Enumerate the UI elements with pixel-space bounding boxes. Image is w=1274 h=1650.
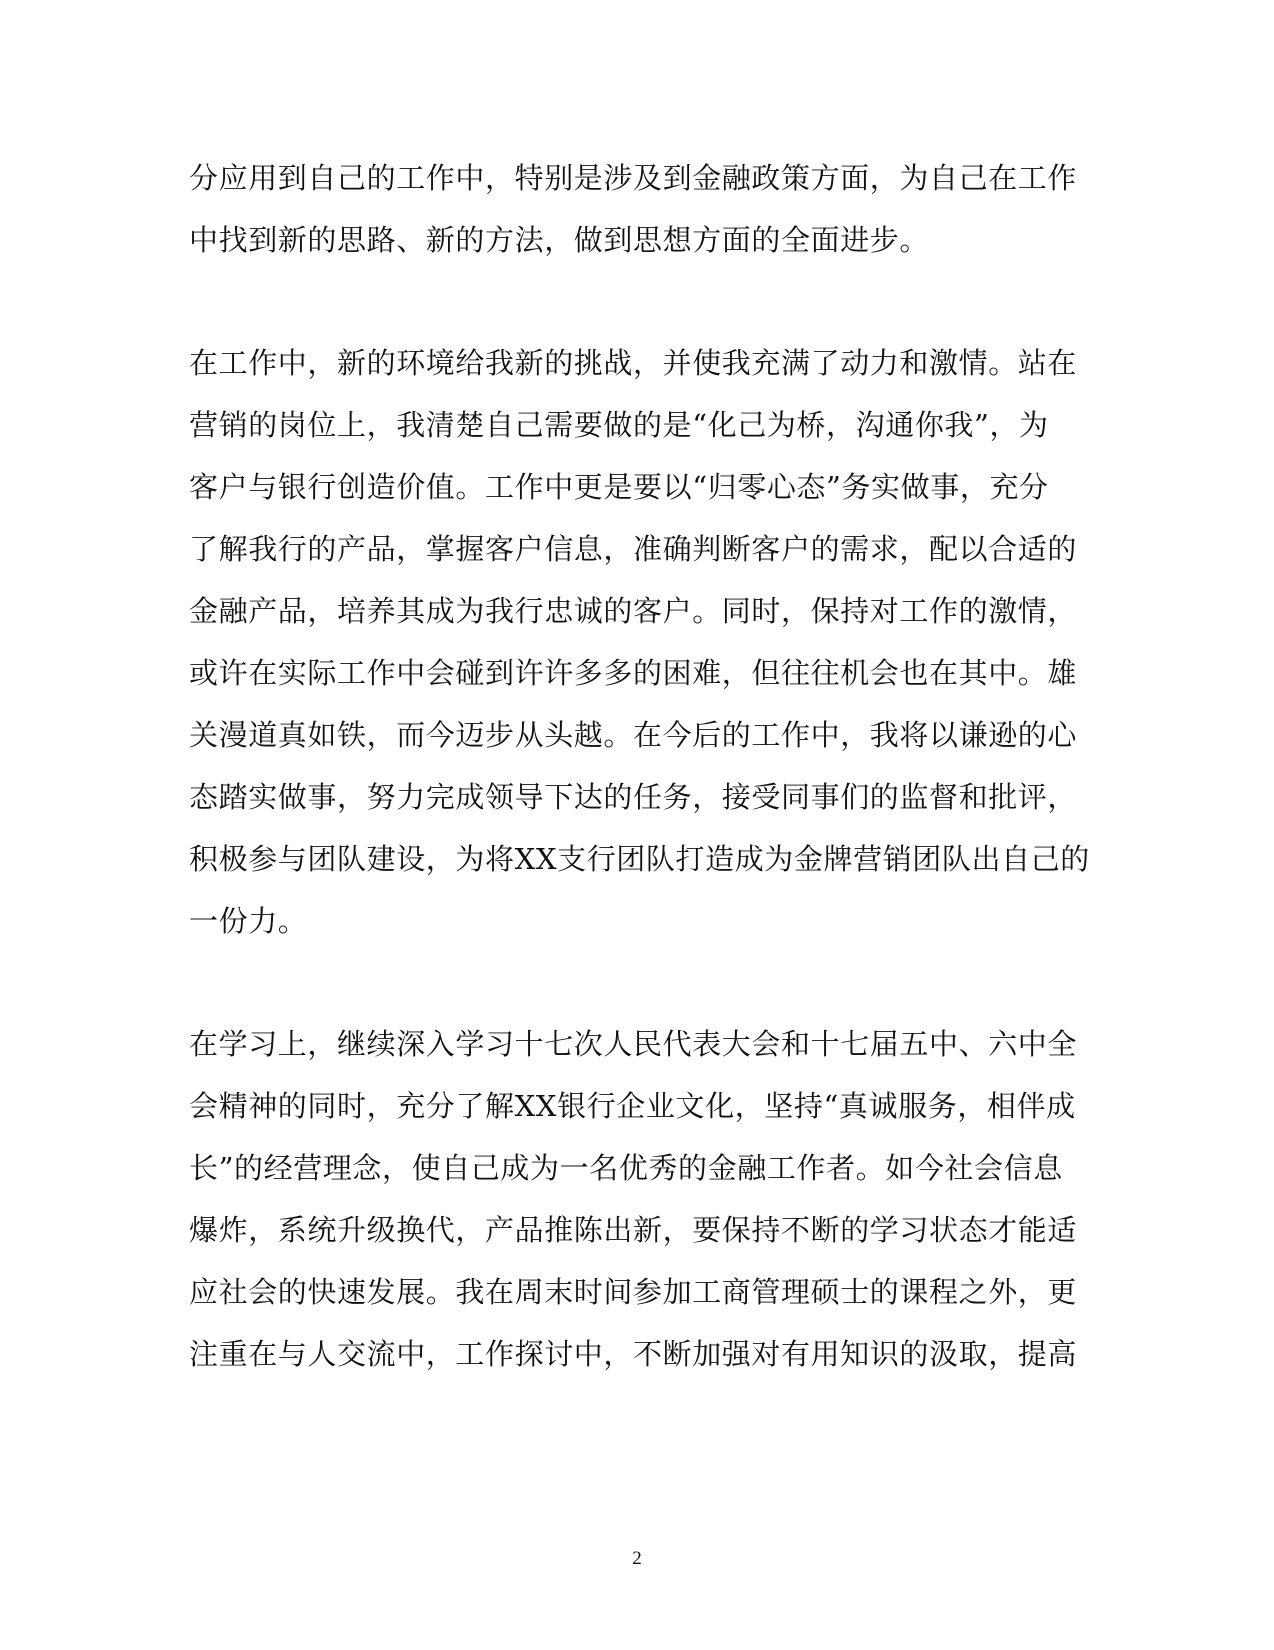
paragraph-3-line-6: 注重在与人交流中，工作探讨中，不断加强对有用知识的汲取，提高 — [189, 1337, 1078, 1371]
paragraph-1-line-2: 中找到新的思路、新的方法，做到思想方面的全面进步。 — [189, 223, 930, 257]
paragraph-1-line-1: 分应用到自己的工作中，特别是涉及到金融政策方面，为自己在工作 — [189, 161, 1078, 195]
paragraph-2-line-9: 积极参与团队建设，为将XX支行团队打造成为金牌营销团队出自己的 — [189, 842, 1090, 876]
paragraph-2-line-3: 客户与银行创造价值。工作中更是要以“归零心态”务实做事，充分 — [189, 470, 1049, 504]
paragraph-2-line-8: 态踏实做事，努力完成领导下达的任务，接受同事们的监督和批评， — [189, 780, 1078, 814]
paragraph-3-line-2: 会精神的同时，充分了解XX银行企业文化，坚持“真诚服务，相伴成 — [189, 1089, 1076, 1123]
paragraph-2-line-7: 关漫道真如铁，而今迈步从头越。在今后的工作中，我将以谦逊的心 — [189, 718, 1078, 752]
paragraph-2-line-2: 营销的岗位上，我清楚自己需要做的是“化己为桥，沟通你我”，为 — [189, 408, 1049, 442]
paragraph-2-line-6: 或许在实际工作中会碰到许许多多的困难，但往往机会也在其中。雄 — [189, 656, 1078, 690]
paragraph-2-line-1: 在工作中，新的环境给我新的挑战，并使我充满了动力和激情。站在 — [189, 346, 1078, 380]
paragraph-3-line-1: 在学习上，继续深入学习十七次人民代表大会和十七届五中、六中全 — [189, 1027, 1078, 1061]
paragraph-3-line-3: 长”的经营理念，使自己成为一名优秀的金融工作者。如今社会信息 — [189, 1151, 1063, 1185]
paragraph-2-line-5: 金融产品，培养其成为我行忠诚的客户。同时，保持对工作的激情， — [189, 594, 1078, 628]
page-number: 2 — [632, 1548, 642, 1569]
paragraph-2-line-10: 一份力。 — [189, 904, 308, 938]
paragraph-3-line-4: 爆炸，系统升级换代，产品推陈出新，要保持不断的学习状态才能适 — [189, 1213, 1078, 1247]
paragraph-3-line-5: 应社会的快速发展。我在周末时间参加工商管理硕士的课程之外，更 — [189, 1275, 1078, 1309]
paragraph-2-line-4: 了解我行的产品，掌握客户信息，准确判断客户的需求，配以合适的 — [189, 532, 1078, 566]
